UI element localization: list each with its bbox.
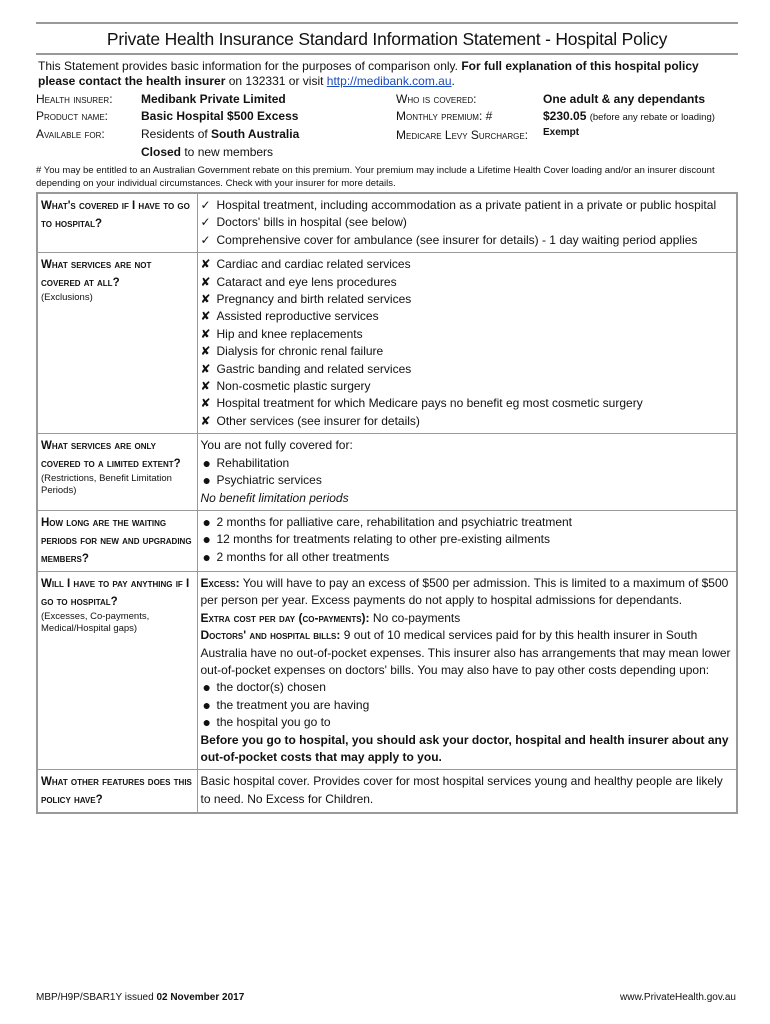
premium-value: $230.05 bbox=[543, 109, 587, 123]
list-item bbox=[201, 232, 734, 249]
product-label: Product name: bbox=[36, 109, 109, 123]
list-item bbox=[201, 514, 734, 531]
other-features-text: Basic hospital cover. Provides cover for most hospital services young and healthy people are likely to need. No Excess for Children. bbox=[200, 774, 723, 806]
answer-cell bbox=[197, 253, 737, 434]
answer-cell bbox=[197, 770, 737, 814]
list-item-text: Other services (see insurer for details) bbox=[216, 413, 420, 428]
list-item-text: 2 months for palliative care, rehabilitation and psychiatric treatment bbox=[216, 514, 573, 529]
extra-cost-label: Extra cost per day (co-payments): bbox=[200, 610, 370, 625]
list-item bbox=[201, 455, 734, 472]
list-item-text: Doctors' bills in hospital (see below) bbox=[216, 215, 407, 230]
list-item bbox=[201, 256, 734, 273]
premium-note: (before any rebate or loading) bbox=[589, 112, 715, 123]
cross-icon: ✘ bbox=[200, 379, 211, 394]
covered-value: One adult & any dependants bbox=[543, 92, 706, 106]
list-item-text: Cardiac and cardiac related services bbox=[216, 257, 411, 272]
intro-text: This Statement provides basic information for the purposes of comparison only. bbox=[38, 59, 462, 73]
bullet-icon: ● bbox=[202, 679, 211, 696]
bullet-icon: ● bbox=[202, 531, 211, 548]
list-item bbox=[201, 413, 734, 430]
list-item-text: Cataract and eye lens procedures bbox=[216, 274, 397, 289]
question-cell bbox=[37, 434, 197, 511]
covered-label: Who is covered: bbox=[396, 92, 477, 106]
list-item-text: Rehabilitation bbox=[216, 455, 290, 470]
statement-page bbox=[36, 22, 738, 814]
closed-text: to new members bbox=[181, 145, 274, 159]
list-item-text: the doctor(s) chosen bbox=[216, 680, 326, 695]
question-heading: Will I have to pay anything if I go to hospital? bbox=[41, 577, 190, 608]
limited-lead: You are not fully covered for: bbox=[200, 438, 353, 453]
list-item-text: 12 months for treatments relating to other pre-existing ailments bbox=[216, 532, 550, 547]
limitation-note: No benefit limitation periods bbox=[200, 490, 349, 505]
intro-period: . bbox=[451, 74, 455, 88]
list-item bbox=[201, 343, 734, 360]
question-subtext: (Restrictions, Benefit Limitation Periods) bbox=[41, 473, 172, 497]
list-item bbox=[201, 214, 734, 231]
answer-cell bbox=[197, 434, 737, 511]
list-item bbox=[201, 274, 734, 291]
cross-icon: ✘ bbox=[200, 326, 211, 341]
table-row bbox=[37, 193, 737, 253]
intro-paragraph bbox=[36, 59, 738, 89]
cross-icon: ✘ bbox=[200, 344, 211, 359]
table-row bbox=[37, 770, 737, 814]
insurer-label: Health insurer: bbox=[36, 92, 113, 106]
doctors-paragraph bbox=[201, 627, 734, 679]
excess-text: You will have to pay an excess of $500 per admission. This is limited to a maximum of $500 per person per year. Excess payments do not apply to hospital admissions for dependants. bbox=[200, 575, 729, 608]
cross-icon: ✘ bbox=[200, 396, 211, 411]
question-cell bbox=[37, 510, 197, 571]
cross-icon: ✘ bbox=[200, 413, 211, 428]
list-item bbox=[201, 531, 734, 548]
table-row bbox=[37, 434, 737, 511]
doctors-label: Doctors' and hospital bills: bbox=[200, 628, 341, 643]
question-subtext: (Exclusions) bbox=[41, 292, 93, 304]
list-item-text: 2 months for all other treatments bbox=[216, 549, 390, 564]
question-heading: How long are the waiting periods for new and upgrading members? bbox=[41, 516, 192, 565]
question-subtext: (Excesses, Co-payments, Medical/Hospital gaps) bbox=[41, 610, 150, 634]
list-item bbox=[201, 697, 734, 714]
list-item bbox=[201, 679, 734, 696]
levy-value: Exempt bbox=[543, 127, 580, 138]
cross-icon: ✘ bbox=[200, 257, 211, 272]
question-cell bbox=[37, 193, 197, 253]
table-row bbox=[37, 571, 737, 769]
excess-paragraph bbox=[201, 575, 734, 610]
list-item-text: Hospital treatment, including accommodation as a private patient in a private or public hospital bbox=[216, 198, 717, 212]
footer-code: MBP/H9P/SBAR1Y issued bbox=[36, 992, 157, 1003]
extra-cost-paragraph bbox=[201, 610, 734, 627]
product-value: Basic Hospital $500 Excess bbox=[141, 109, 299, 123]
bullet-icon: ● bbox=[202, 454, 211, 471]
closed-status bbox=[141, 145, 273, 159]
answer-cell bbox=[197, 510, 737, 571]
list-item-text: Hip and knee replacements bbox=[216, 326, 363, 341]
answer-cell bbox=[197, 193, 737, 253]
list-item-text: Non-cosmetic plastic surgery bbox=[216, 379, 371, 394]
list-item-text: Pregnancy and birth related services bbox=[216, 292, 412, 307]
question-cell bbox=[37, 770, 197, 814]
rebate-note: # You may be entitled to an Australian Government rebate on this premium. Your premium may include a Lifetime Health Cover loading and/or an insurer discount depending on your individual circumstances. Check with your insurer for more details. bbox=[36, 165, 715, 189]
list-item bbox=[201, 549, 734, 566]
list-item-text: Hospital treatment for which Medicare pays no benefit eg most cosmetic surgery bbox=[216, 396, 643, 411]
list-item-text: Dialysis for chronic renal failure bbox=[216, 344, 384, 359]
footer-date: 02 November 2017 bbox=[156, 992, 245, 1003]
cross-icon: ✘ bbox=[200, 309, 211, 324]
list-item bbox=[201, 472, 734, 489]
intro-text-2: on 132331 or visit bbox=[225, 74, 327, 88]
list-item-text: Assisted reproductive services bbox=[216, 309, 379, 324]
list-item bbox=[201, 395, 734, 412]
bullet-icon: ● bbox=[202, 714, 211, 731]
bullet-icon: ● bbox=[202, 696, 211, 713]
available-state: South Australia bbox=[211, 127, 300, 141]
check-icon: ✓ bbox=[200, 232, 211, 247]
bullet-icon: ● bbox=[202, 513, 211, 530]
list-item bbox=[201, 378, 734, 395]
levy-label: Medicare Levy Surcharge: bbox=[396, 128, 529, 142]
extra-cost-text: No co-payments bbox=[369, 610, 461, 625]
question-heading: What services are not covered at all? bbox=[41, 259, 152, 290]
policy-info bbox=[36, 92, 738, 160]
list-item bbox=[201, 197, 734, 214]
footer-website-link[interactable]: www.PrivateHealth.gov.au bbox=[620, 992, 736, 1003]
excess-label: Excess: bbox=[200, 575, 240, 590]
footer-issue bbox=[36, 992, 244, 1003]
available-value bbox=[141, 127, 299, 141]
insurer-website-link[interactable]: http://medibank.com.au bbox=[326, 74, 452, 88]
list-item-text: the treatment you are having bbox=[216, 697, 370, 712]
closed-label: Closed bbox=[141, 145, 182, 159]
question-cell bbox=[37, 571, 197, 769]
list-item bbox=[201, 361, 734, 378]
question-heading: What other features does this policy have? bbox=[41, 776, 192, 807]
available-text: Residents of bbox=[141, 127, 212, 141]
table-row bbox=[37, 510, 737, 571]
question-heading: What's covered if I have to go to hospital? bbox=[41, 200, 190, 230]
bullet-icon: ● bbox=[202, 548, 211, 565]
list-item bbox=[201, 326, 734, 343]
table-row bbox=[37, 253, 737, 434]
premium-label: Monthly premium: # bbox=[396, 109, 493, 123]
premium-value-group bbox=[543, 109, 715, 123]
list-item-text: the hospital you go to bbox=[216, 715, 331, 730]
intro-bold: For full explanation of this hospital policy please contact the health insurer bbox=[38, 59, 699, 88]
cross-icon: ✘ bbox=[200, 292, 211, 307]
list-item-text: Gastric banding and related services bbox=[216, 361, 412, 376]
list-item bbox=[201, 308, 734, 325]
list-item bbox=[201, 714, 734, 731]
cross-icon: ✘ bbox=[200, 361, 211, 376]
list-item-text: Psychiatric services bbox=[216, 473, 322, 488]
list-item-text: Comprehensive cover for ambulance (see insurer for details) - 1 day waiting period applies bbox=[216, 232, 698, 247]
check-icon: ✓ bbox=[200, 198, 211, 212]
available-label: Available for: bbox=[36, 127, 105, 141]
question-heading: What services are only covered to a limited extent? bbox=[41, 440, 181, 471]
question-cell bbox=[37, 253, 197, 434]
check-icon: ✓ bbox=[200, 215, 211, 230]
answer-cell bbox=[197, 571, 737, 769]
title-rule bbox=[36, 53, 738, 55]
insurer-value: Medibank Private Limited bbox=[141, 92, 286, 106]
closing-advice: Before you go to hospital, you should ask your doctor, hospital and health insurer about any out-of-pocket costs that may apply to you. bbox=[200, 732, 729, 764]
policy-table bbox=[36, 192, 738, 814]
page-title: Private Health Insurance Standard Information Statement - Hospital Policy bbox=[106, 29, 668, 49]
list-item bbox=[201, 291, 734, 308]
cross-icon: ✘ bbox=[200, 274, 211, 289]
bullet-icon: ● bbox=[202, 472, 211, 489]
doctors-text: 9 out of 10 medical services paid for by this health insurer in South Australia have no out-of-pocket expenses. This insurer also has arrangements that may mean lower out-of-pocket expenses on doctors' bills. You may also have to pay other costs depending upon: bbox=[200, 628, 731, 677]
